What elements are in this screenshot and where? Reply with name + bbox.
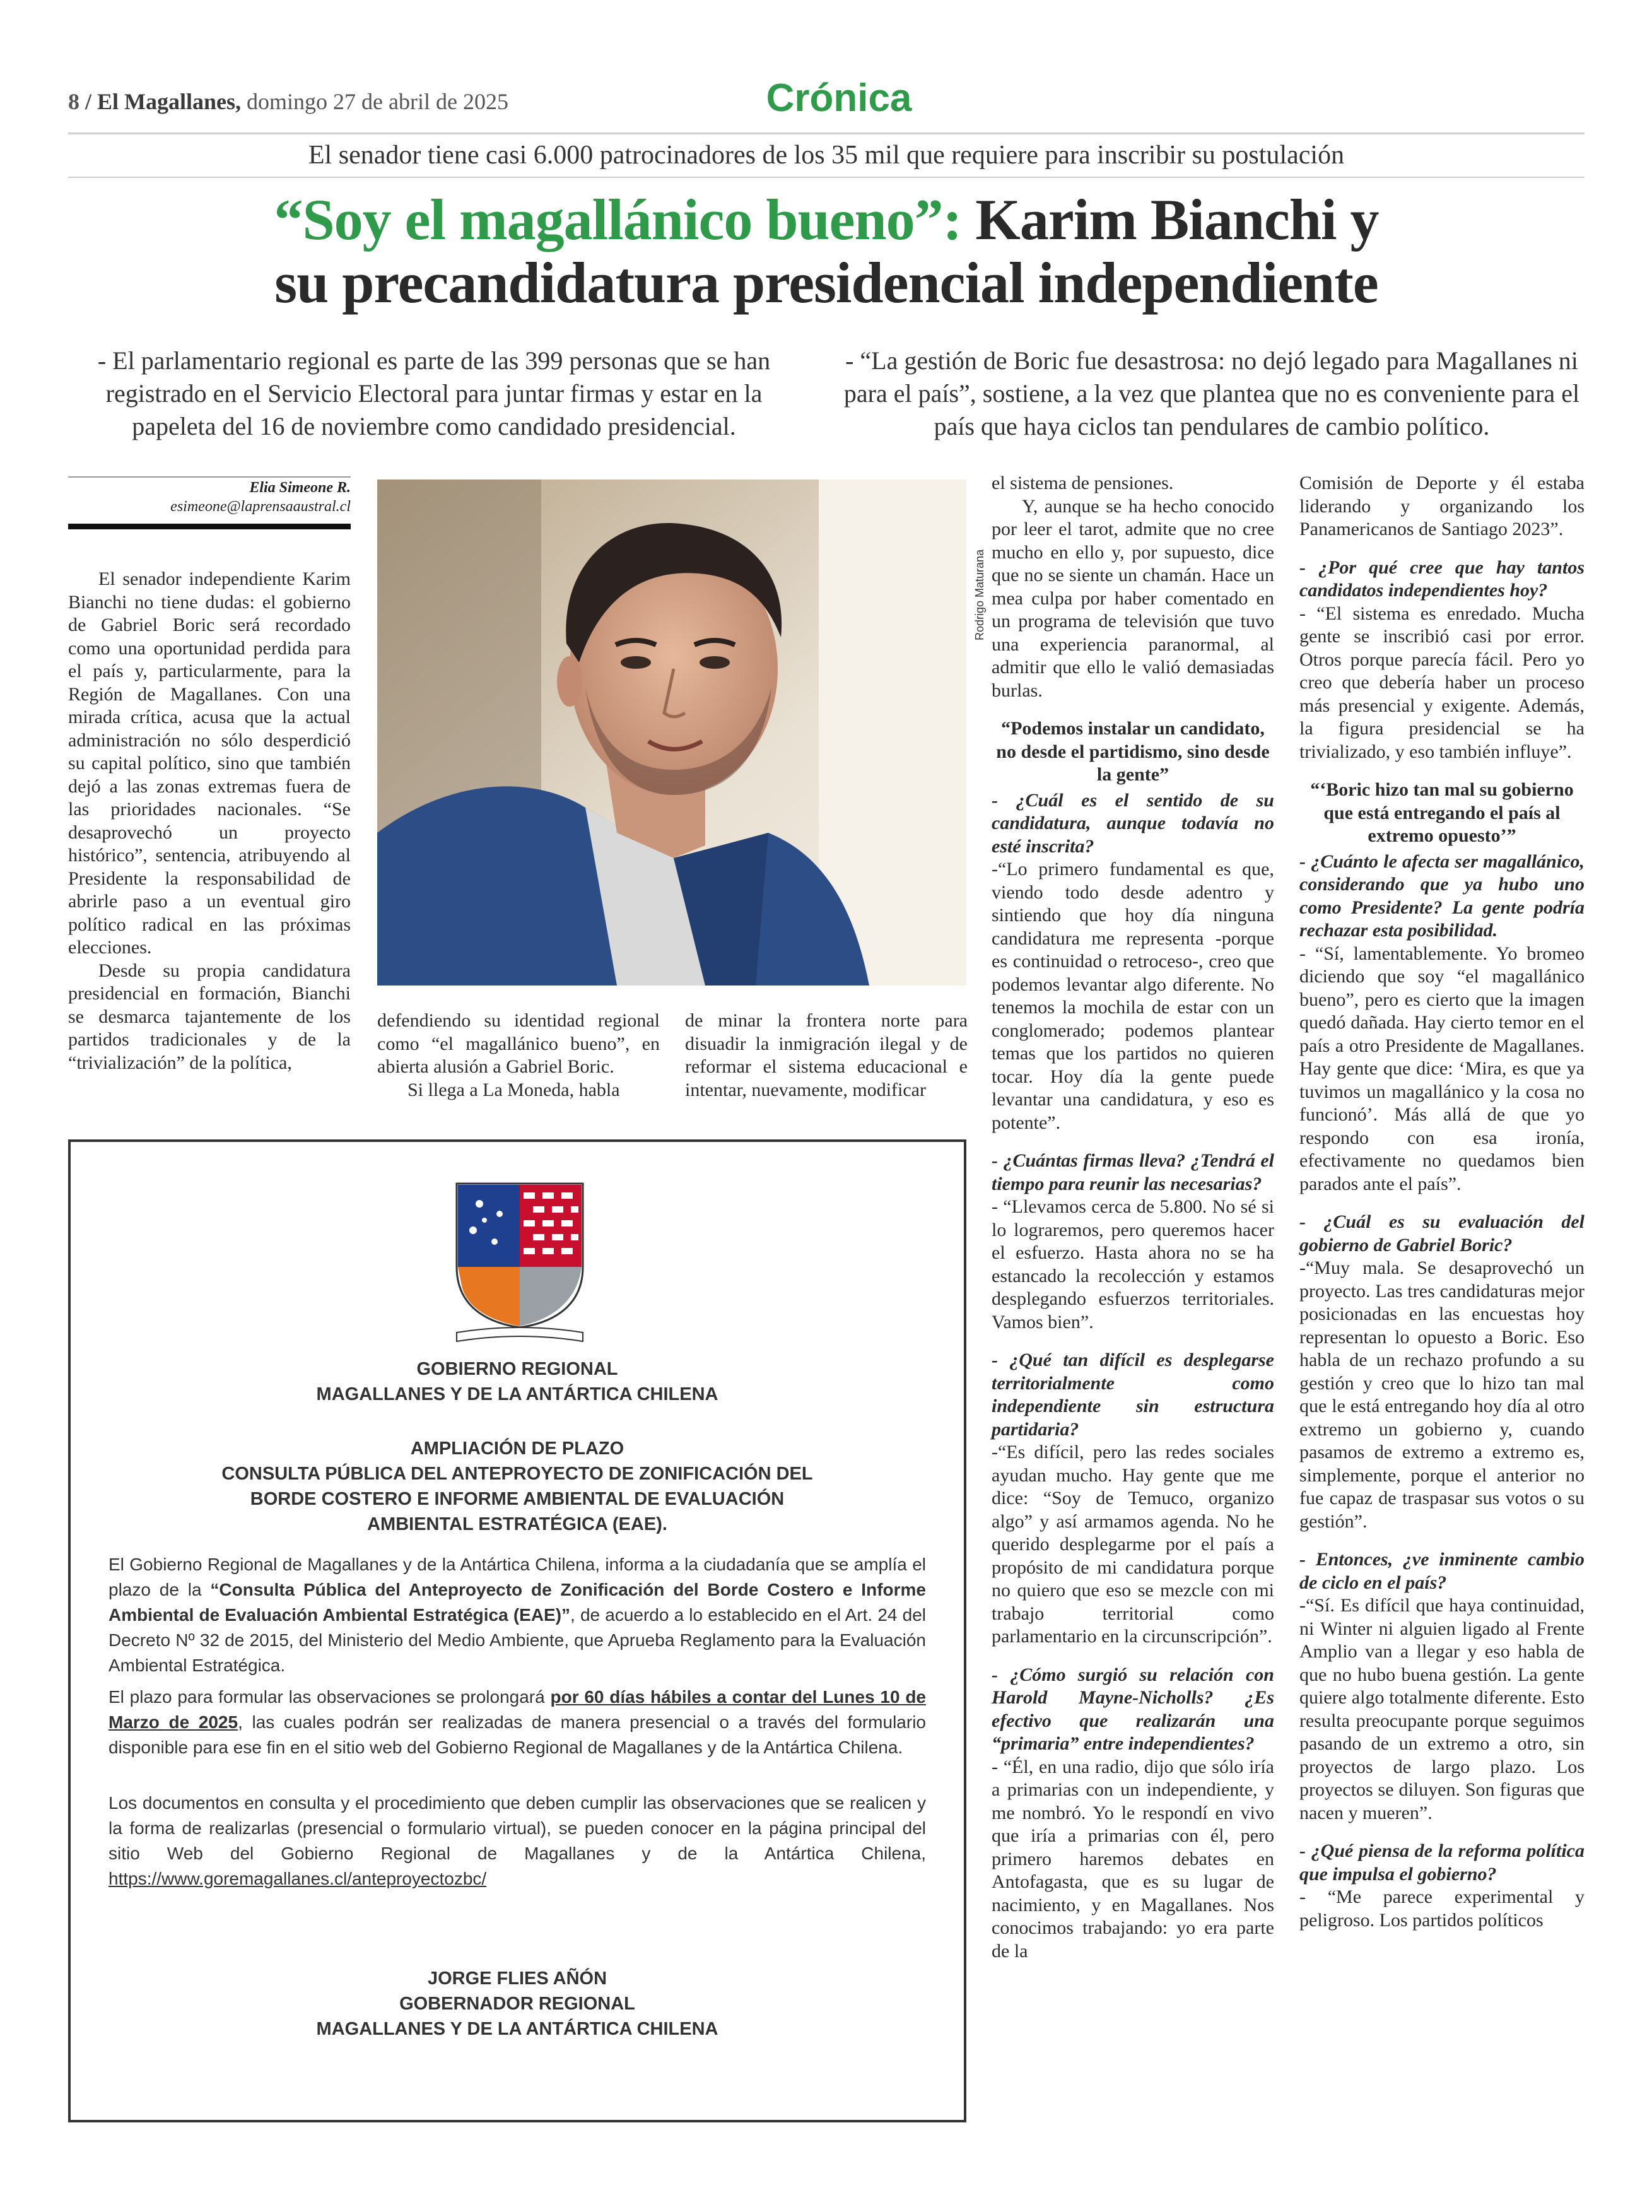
ad-title-line: BORDE COSTERO E INFORME AMBIENTAL DE EVALUACIÓN (250, 1489, 785, 1509)
photo-credit-text (971, 486, 988, 650)
ad-signature (71, 1966, 964, 2042)
interview-answer: - “Me parece experimental y peligroso. Los partidos políticos (1299, 1886, 1585, 1931)
interview-answer: -“Sí. Es difícil que haya continuidad, ni Winter ni alguien ligado al Frente Amplio van a llegar y eso habla de que no hubo buena gestión. La gente quiere algo totalmente diferente. Esto resulta preocupante porque seguimos pasando de un extremo a otro, sin proyectos de largo plazo. Los proyectos se diluyen. Son figuras que nacen y mueren”. (1299, 1595, 1585, 1823)
article-column-4 (992, 472, 1274, 1963)
interview-question: - ¿Cuánto le afecta ser magallánico, considerando que ya hubo uno como Presidente? La gente podría rechazar esta posibilidad. (1299, 850, 1585, 941)
col5-paragraph: Comisión de Deporte y él estaba liderando y organizando los Panamericanos de Santiago 2023”. (1299, 473, 1585, 539)
interview-answer: - “Él, en una radio, dijo que sólo iría a primarias con un independiente, y me nombró. Yo le respondí en vivo que iría a primarias con él, pero primero haremos debates en Antofagasta, que es su lugar de nacimiento, y en Magallanes. Nos conocimos trabajando: yo era parte de la (992, 1756, 1274, 1962)
byline-rule-top (68, 476, 351, 478)
ad-body-text: El plazo para formular las observaciones se prolongará (108, 1687, 551, 1707)
interview-question: - Entonces, ¿ve inminente cambio de ciclo en el país? (1299, 1549, 1585, 1593)
ad-deadline: por 60 días hábiles a contar del Lunes 10 de Marzo de 2025 (108, 1687, 926, 1732)
section-title: Crónica (766, 76, 912, 120)
interview-question: - ¿Por qué cree que hay tantos candidatos independientes hoy? (1299, 556, 1585, 601)
ad-body-text: El Gobierno Regional de Magallanes y de la Antártica Chilena, informa a la ciudadanía que se amplía el plazo de la (108, 1555, 926, 1599)
col5-subhead: “‘Boric hizo tan mal su gobierno que está entregando el país al extremo opuesto’” (1310, 779, 1574, 846)
ad-issuer-line: MAGALLANES Y DE LA ANTÁRTICA CHILENA (316, 1384, 718, 1404)
byline-email: esimeone@laprensaaustral.cl (170, 498, 351, 515)
page-number: 8 (68, 89, 79, 114)
page-folio (68, 88, 508, 115)
public-notice-ad (68, 1139, 966, 2122)
article-column-1 (68, 568, 351, 1074)
byline-rule (68, 524, 351, 529)
article-column-2 (377, 1009, 660, 1102)
interview-answer: - “El sistema es enredado. Mucha gente se inscribió casi por error. Otros porque parecía fácil. Pero yo creo que debería haber un proceso más presencial y exigente. Además, la figura presidencial se ha trivializado, y eso también influye”. (1299, 603, 1585, 762)
ad-issuer-line: GOBIERNO REGIONAL (416, 1359, 618, 1379)
article-kicker: El senador tiene casi 6.000 patrocinadores de los 35 mil que requiere para inscribir su postulación (308, 141, 1345, 170)
ad-title-line: AMPLIACIÓN DE PLAZO (410, 1438, 624, 1459)
interview-answer: - “Llevamos cerca de 5.800. No sé si lo lograremos, pero queremos hacer el esfuerzo. Hasta ahora no se ha estancado la recolección y estamos desplegando esfuerzos territoriales. Vamos bien”. (992, 1196, 1274, 1332)
byline-name: Elia Simeone R. (249, 479, 351, 496)
article-photo (377, 479, 966, 985)
ad-title-line: CONSULTA PÚBLICA DEL ANTEPROYECTO DE ZONIFICACIÓN DEL (221, 1464, 813, 1484)
ad-body-bold: “Consulta Pública del Anteproyecto de Zonificación del Borde Costero e Informe Ambiental de Evaluación Ambiental Estratégica (EAE)” (108, 1580, 926, 1625)
article-headline (68, 188, 1585, 314)
photo-illustration (377, 479, 966, 985)
deck-right: - “La gestión de Boric fue desastrosa: no dejó legado para Magallanes ni para el país”, sostiene, a la vez que plantea que no es conveniente para el país que haya ciclos tan pendulares de cambio político. (843, 346, 1580, 440)
photo-credit (971, 486, 988, 650)
headline-rest: Karim Bianchi y (961, 187, 1379, 252)
signatory-name: JORGE FLIES AÑÓN (427, 1968, 607, 1989)
col2-paragraph: Si llega a La Moneda, habla (407, 1079, 620, 1100)
interview-question: - ¿Cuántas firmas lleva? ¿Tendrá el tiempo para reunir las necesarias? (992, 1150, 1274, 1194)
article-column-3 (685, 1009, 968, 1102)
col3-paragraph: de minar la frontera norte para disuadir la inmigración ilegal y de reformar el sistema educacional e intentar, nuevamente, modificar (685, 1010, 968, 1100)
col4-subhead: “Podemos instalar un candidato, no desde el partidismo, sino desde la gente” (996, 718, 1270, 785)
interview-answer: -“Es difícil, pero las redes sociales ayudan mucho. Hay gente que me dice: “Soy de Temuco, organizo algo” y así armamos agenda. No he querido desplegarme por el país a propósito de mi candidatura porque no quiero que eso se mezcle con mi trabajo territorial como parlamentario en la circunscripción”. (992, 1442, 1274, 1647)
headline-quote: “Soy el magallánico bueno”: (274, 187, 962, 252)
issue-date: domingo 27 de abril de 2025 (247, 89, 508, 114)
regional-coat-of-arms-icon (448, 1179, 592, 1344)
interview-answer: - “Sí, lamentablemente. Yo bromeo diciendo que soy “el magallánico bueno”, pero es cierto que la imagen quedó dañada. Hay cierto temor en el país a otro Presidente de Magallanes. Hay gente que dice: ‘Mira, es que ya tuvimos un magallánico y la cosa no funcionó’. Más allá de que yo respondo con esa ironía, efectivamente no quedamos bien parados ante el país”. (1299, 943, 1585, 1194)
signatory-org: MAGALLANES Y DE LA ANTÁRTICA CHILENA (316, 2019, 718, 2039)
ad-title (71, 1436, 964, 1537)
interview-question: - ¿Qué tan difícil es desplegarse territorialmente como independiente sin estructura partidaria? (992, 1350, 1274, 1440)
interview-question: - ¿Qué piensa de la reforma política que impulsa el gobierno? (1299, 1840, 1585, 1885)
ad-body-paragraph (108, 1685, 926, 1760)
interview-question: - ¿Cuál es su evaluación del gobierno de Gabriel Boric? (1299, 1211, 1585, 1256)
byline (68, 478, 351, 516)
ad-website-link[interactable]: https://www.goremagallanes.cl/anteproyectozbc/ (108, 1869, 487, 1888)
ad-body-paragraph (108, 1791, 926, 1891)
interview-question: - ¿Cuál es el sentido de su candidatura, aunque todavía no esté inscrita? (992, 789, 1274, 857)
col1-paragraph: Desde su propia candidatura presidencial en formación, Bianchi se desmarca tajantemente de los partidos tradicionales y de la “trivialización” de la política, (68, 960, 351, 1073)
paper-name: El Magallanes, (97, 89, 242, 114)
headline-line2: su precandidatura presidencial independiente (274, 250, 1378, 315)
ad-body-text: , de acuerdo a lo establecido en el Art. 24 del Decreto Nº 32 de 2015, del Ministerio del Medio Ambiente, que Aprueba Reglamento para la Evaluación Ambiental Estratégica. (108, 1605, 926, 1675)
ad-issuer (71, 1356, 964, 1407)
crest-illustration (448, 1179, 592, 1344)
ad-body-text: Los documentos en consulta y el procedimiento que deben cumplir las observaciones que se realicen y la forma de realizarlas (presencial o formulario virtual), se pueden conocer en la página principal del sitio Web del Gobierno Regional de Magallanes y de la Antártica Chilena, (108, 1793, 926, 1863)
photo-credit-label: Rodrigo Maturana (973, 549, 986, 640)
ad-body-paragraph (108, 1552, 926, 1678)
interview-question: - ¿Cómo surgió su relación con Harold Mayne-Nicholls? ¿Es efectivo que realizarán una “primaria” entre independientes? (992, 1664, 1274, 1754)
ad-title-line: AMBIENTAL ESTRATÉGICA (EAE). (367, 1514, 667, 1534)
header-rule (68, 132, 1585, 134)
deck-left: - El parlamentario regional es parte de las 399 personas que se han registrado en el Servicio Electoral para juntar firmas y estar en la papeleta del 16 de noviembre como candidado presidencial. (97, 346, 771, 440)
interview-answer: -“Lo primero fundamental es que, viendo todo desde adentro y sintiendo que hoy día ninguna candidatura me representa -porque es continuidad o retroceso-, creo que podemos levantar algo diferente. No tenemos la mochila de estar con un conglomerado; podemos plantear temas que los partidos no quieren tocar. Hoy día la gente puede levantar una candidatura, y eso es potente”. (992, 859, 1274, 1133)
col2-paragraph: defendiendo su identidad regional como “el magallánico bueno”, en abierta alusión a Gabriel Boric. (377, 1010, 660, 1077)
col1-paragraph: El senador independiente Karim Bianchi no tiene dudas: el gobierno de Gabriel Boric será recordado como una oportunidad perdida para el país y, particularmente, para la Región de Magallanes. Con una mirada crítica, acusa que la actual administración no sólo desperdició su capital político, sino que también dejó a las zonas extremas fuera de las prioridades nacionales. “Se desaprovechó un proyecto histórico”, sentencia, atribuyendo al Presidente la responsabilidad de abrirle paso a un eventual giro político radical en las próximas elecciones. (68, 568, 351, 958)
article-column-5 (1299, 472, 1585, 1932)
kicker-rule (68, 177, 1585, 178)
interview-answer: -“Muy mala. Se desaprovechó un proyecto. Las tres candidaturas mejor posicionadas en las encuestas hoy representan lo opuesto a Boric. Eso habla de un rechazo profundo a su gestión y creo que lo hizo tan mal que le está entregando hoy día al otro extremo un gobierno y, cuando pasamos de extremo a extremo es, simplemente, porque el anterior no fue capaz de traspasar sus votos o su gestión”. (1299, 1257, 1585, 1532)
col4-paragraph: el sistema de pensiones. (992, 473, 1174, 493)
folio-separator: / (85, 89, 92, 114)
ad-body-text: , las cuales podrán ser realizadas de manera presencial o a través del formulario disponible para ese fin en el sitio web del Gobierno Regional de Magallanes y de la Antártica Chilena. (108, 1712, 926, 1757)
signatory-title: GOBERNADOR REGIONAL (399, 1994, 635, 2014)
col4-paragraph: Y, aunque se ha hecho conocido por leer el tarot, admite que no cree mucho en ello y, por supuesto, dice que no se siente un chamán. Hace un mea culpa por haber comentado en un programa de televisión que tuvo una experiencia paranormal, al admitir que ello le valió demasiadas burlas. (992, 495, 1274, 701)
